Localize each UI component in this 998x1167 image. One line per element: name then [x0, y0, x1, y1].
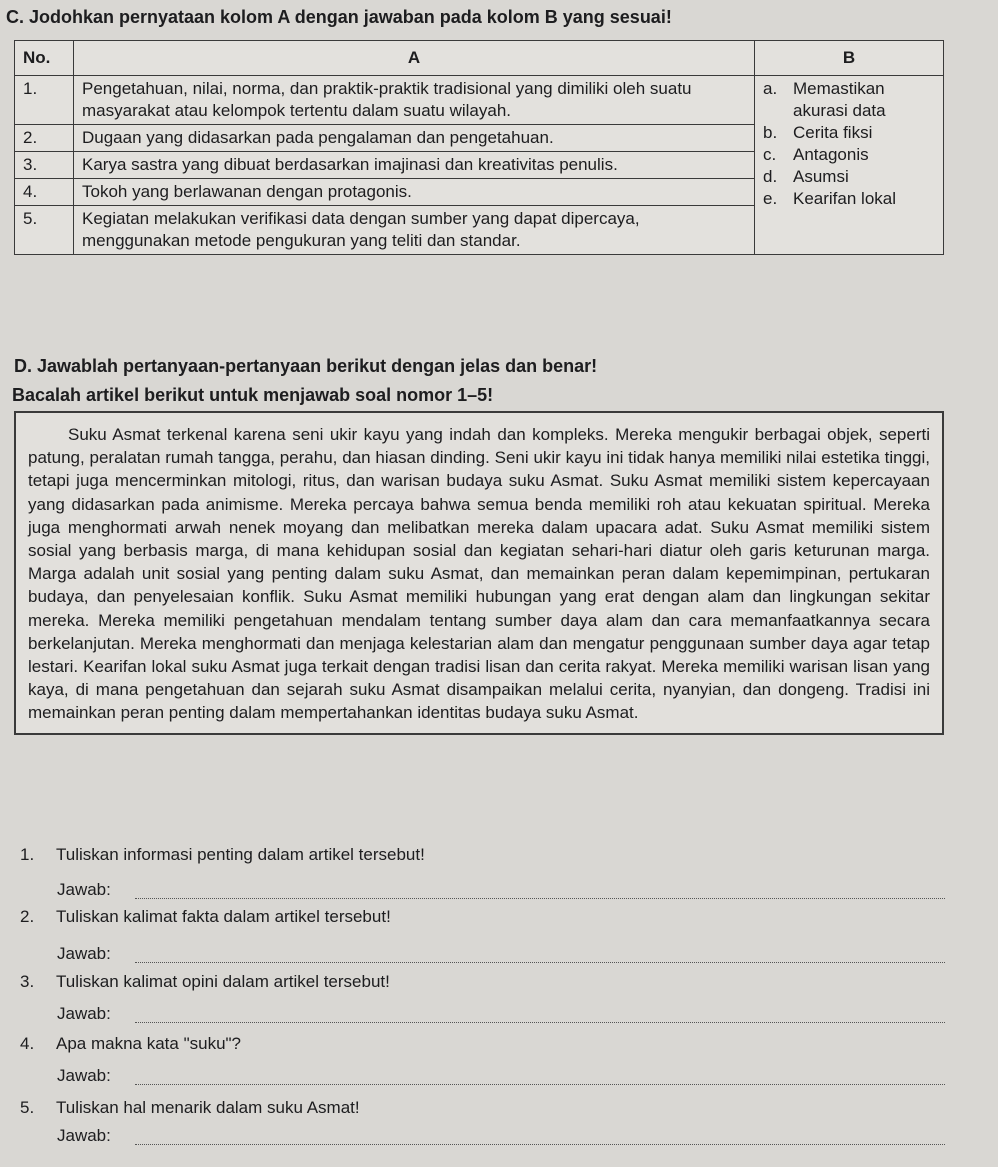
option-letter: d.	[763, 167, 778, 186]
option-text: Cerita fiksi	[793, 123, 873, 142]
statement-text: Dugaan yang didasarkan pada pengalaman dan pengetahuan.	[74, 125, 755, 152]
answer-label: Jawab:	[57, 944, 111, 963]
section-d-heading: D. Jawablah pertanyaan-pertanyaan berikut dengan jelas dan benar!	[14, 356, 598, 376]
option-item	[763, 144, 935, 166]
matching-table	[14, 40, 944, 255]
statement-text: Tokoh yang berlawanan dengan protagonis.	[74, 179, 755, 206]
statement-text: Kegiatan melakukan verifikasi data dengan sumber yang dapat dipercaya, menggunakan metode pengukuran yang teliti dan standar.	[74, 206, 755, 255]
question-number: 1.	[20, 845, 35, 864]
answer-label: Jawab:	[57, 1066, 111, 1085]
row-number: 4.	[15, 179, 74, 206]
header-column-a: A	[74, 41, 755, 76]
option-letter: c.	[763, 145, 777, 164]
question-text: Tuliskan informasi penting dalam artikel tersebut!	[56, 845, 425, 864]
option-letter: b.	[763, 123, 778, 142]
question-text: Tuliskan hal menarik dalam suku Asmat!	[56, 1098, 360, 1117]
answer-label: Jawab:	[57, 1126, 111, 1145]
question-1	[20, 845, 425, 865]
question-text: Apa makna kata "suku"?	[56, 1034, 242, 1053]
table-row	[15, 76, 944, 125]
question-3	[20, 972, 390, 992]
row-number: 3.	[15, 152, 74, 179]
table-header-row	[15, 41, 944, 76]
answer-label: Jawab:	[57, 1004, 111, 1023]
question-2	[20, 907, 391, 927]
header-no: No.	[15, 41, 74, 76]
option-item	[763, 188, 935, 210]
article-text: Suku Asmat terkenal karena seni ukir kayu yang indah dan kompleks. Mereka mengukir berbagai objek, seperti patung, peralatan rumah tangga, perahu, dan hiasan dinding. Seni ukir kayu ini tidak hanya memiliki nilai estetika tinggi, tetapi juga mencerminkan mitologi, ritus, dan warisan budaya suku Asmat. Suku Asmat memiliki sistem kepercayaan yang didasarkan pada animisme. Mereka percaya bahwa semua benda memiliki roh atau kekuatan spiritual. Mereka juga menghormati arwah nenek moyang dan melibatkan mereka dalam upacara adat. Suku Asmat memiliki sistem sosial yang berbasis marga, di mana kehidupan sosial dan kegiatan sehari-hari diatur oleh garis keturunan marga. Marga adalah unit sosial yang penting dalam suku Asmat, dan memainkan peran dalam kepemimpinan, pertukaran budaya, dan penyelesaian konflik. Suku Asmat memiliki hubungan yang erat dengan alam dan lingkungan sekitar mereka. Mereka memiliki pengetahuan mendalam tentang sumber daya alam dan cara memanfaatkannya secara berkelanjutan. Mereka menghormati dan menjaga kelestarian alam dan mengatur penggunaan sumber daya agar tetap lestari. Kearifan lokal suku Asmat juga terkait dengan tradisi lisan dan cerita rakyat. Mereka memiliki warisan lisan yang kaya, di mana pengetahuan dan sejarah suku Asmat disampaikan melalui cerita, nyanyian, dan dongeng. Tradisi ini memainkan peran penting dalam mempertahankan identitas budaya suku Asmat.	[28, 425, 930, 723]
question-4	[20, 1034, 241, 1054]
article-box	[14, 411, 944, 735]
row-number: 5.	[15, 206, 74, 255]
answer-line[interactable]	[135, 1022, 945, 1023]
option-item	[763, 166, 935, 188]
column-b-options	[755, 76, 944, 255]
option-text: Kearifan lokal	[793, 189, 897, 208]
answer-line[interactable]	[135, 898, 945, 899]
option-text: Antagonis	[793, 145, 869, 164]
answer-label: Jawab:	[57, 880, 111, 899]
option-item	[763, 78, 935, 122]
question-5	[20, 1098, 360, 1118]
question-text: Tuliskan kalimat opini dalam artikel tersebut!	[56, 972, 390, 991]
question-number: 5.	[20, 1098, 35, 1117]
answer-line[interactable]	[135, 1144, 945, 1145]
row-number: 1.	[15, 76, 74, 125]
question-text: Tuliskan kalimat fakta dalam artikel tersebut!	[56, 907, 391, 926]
section-c-heading: C. Jodohkan pernyataan kolom A dengan jawaban pada kolom B yang sesuai!	[6, 7, 672, 27]
question-number: 3.	[20, 972, 35, 991]
option-letter: a.	[763, 79, 778, 98]
question-number: 2.	[20, 907, 35, 926]
answer-line[interactable]	[135, 1084, 945, 1085]
option-item	[763, 122, 935, 144]
option-text: Asumsi	[793, 167, 849, 186]
header-column-b: B	[755, 41, 944, 76]
question-number: 4.	[20, 1034, 35, 1053]
reading-instruction: Bacalah artikel berikut untuk menjawab soal nomor 1–5!	[12, 385, 494, 405]
row-number: 2.	[15, 125, 74, 152]
answer-line[interactable]	[135, 962, 945, 963]
statement-text: Pengetahuan, nilai, norma, dan praktik-praktik tradisional yang dimiliki oleh suatu masyarakat atau kelompok tertentu dalam suatu wilayah.	[74, 76, 755, 125]
option-text: Memastikan akurasi data	[793, 79, 886, 120]
option-letter: e.	[763, 189, 778, 208]
statement-text: Karya sastra yang dibuat berdasarkan imajinasi dan kreativitas penulis.	[74, 152, 755, 179]
